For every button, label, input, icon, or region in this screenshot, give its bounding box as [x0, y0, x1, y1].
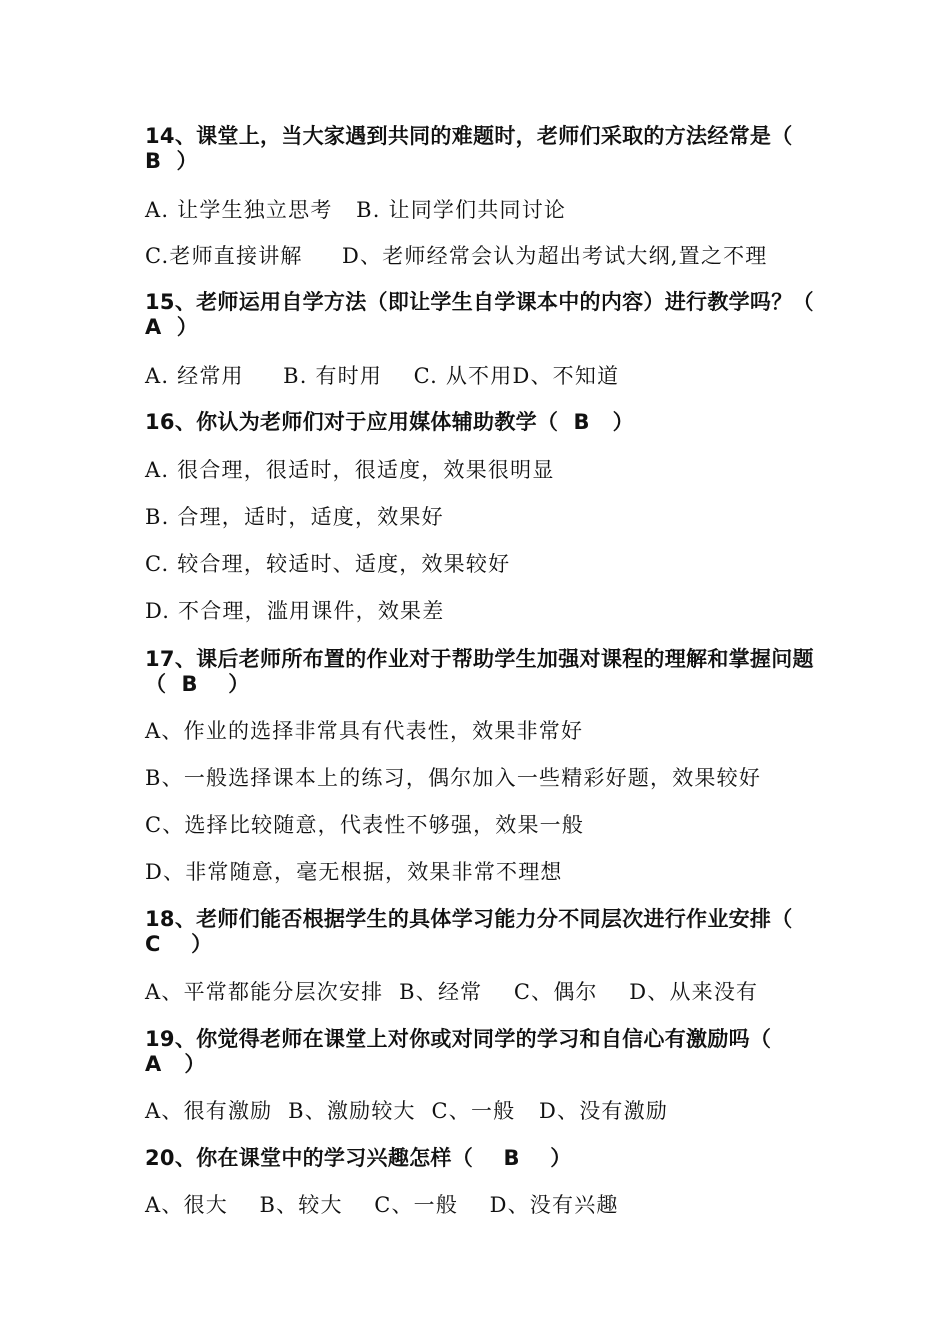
question-16-option-b: B. 合理，适时，适度，效果好 — [145, 505, 444, 529]
question-17-option-c: C、选择比较随意，代表性不够强，效果一般 — [145, 813, 585, 837]
question-17-option-b: B、一般选择课本上的练习，偶尔加入一些精彩好题，效果较好 — [145, 766, 762, 790]
question-14-title: 14、课堂上，当大家遇到共同的难题时，老师们采取的方法经常是（ B ） — [145, 124, 808, 173]
question-19-option-row-1: A、很有激励 B、激励较大 C、一般 D、没有激励 — [145, 1099, 669, 1123]
question-16-option-d: D. 不合理，滥用课件，效果差 — [145, 599, 445, 623]
question-16-option-c: C. 较合理，较适时、适度，效果较好 — [145, 552, 511, 576]
question-16-option-a: A. 很合理，很适时，很适度，效果很明显 — [145, 458, 555, 482]
question-14-option-row-2: C.老师直接讲解 D、老师经常会认为超出考试大纲,置之不理 — [145, 244, 768, 268]
question-16-title: 16、你认为老师们对于应用媒体辅助教学（ B ） — [145, 410, 634, 434]
question-17-option-d: D、非常随意，毫无根据，效果非常不理想 — [145, 860, 563, 884]
question-18-title: 18、老师们能否根据学生的具体学习能力分不同层次进行作业安排（ C ） — [145, 907, 808, 956]
question-14-option-row-1: A. 让学生独立思考 B. 让同学们共同讨论 — [145, 198, 567, 222]
question-19-title: 19、你觉得老师在课堂上对你或对同学的学习和自信心有激励吗（ A ） — [145, 1027, 802, 1076]
question-17-option-a: A、作业的选择非常具有代表性，效果非常好 — [145, 719, 584, 743]
question-18-option-row-1: A、平常都能分层次安排 B、经常 C、偶尔 D、从来没有 — [145, 980, 759, 1004]
question-15-title: 15、老师运用自学方法（即让学生自学课本中的内容）进行教学吗？（ A ） — [145, 290, 830, 339]
question-20-title: 20、你在课堂中的学习兴趣怎样（ B ） — [145, 1146, 572, 1170]
question-15-option-row-1: A. 经常用 B. 有时用 C. 从不用D、不知道 — [145, 364, 620, 388]
question-17-title: 17、课后老师所布置的作业对于帮助学生加强对课程的理解和掌握问题（ B ） — [145, 647, 814, 696]
question-20-option-row-1: A、很大 B、较大 C、一般 D、没有兴趣 — [145, 1193, 619, 1217]
